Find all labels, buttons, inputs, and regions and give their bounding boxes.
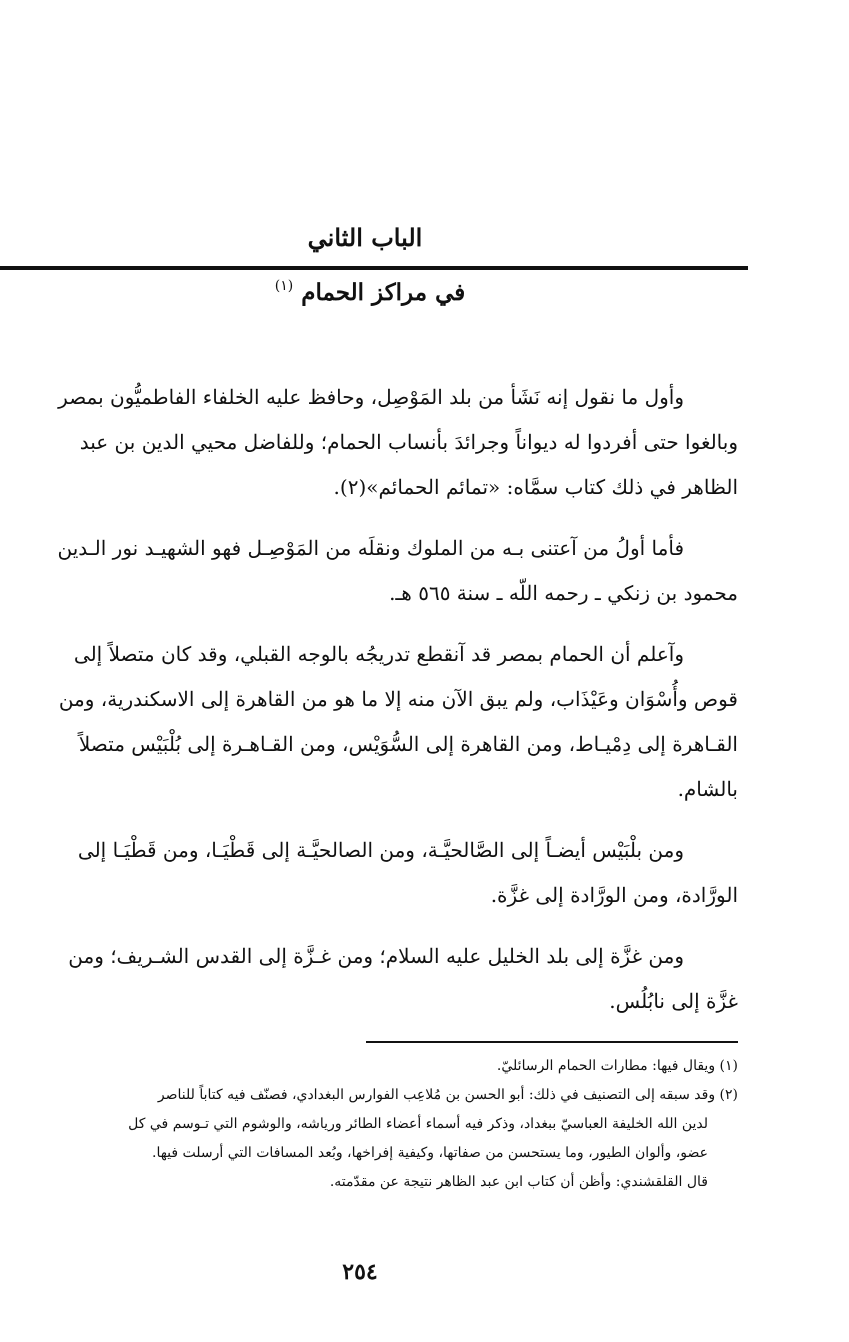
- footnote-line: قال القلقشندي: وأظن أن كتاب ابن عبد الظاهر نتيجة عن مقدّمته.: [329, 1174, 708, 1190]
- footnote-line: (٢) وقد سبقه إلى التصنيف في ذلك: أبو الحسن بن مُلاعِب الفوارس البغدادي، فصنّف فيه كتاباً للناصر: [157, 1087, 738, 1103]
- body-text: [0, 375, 738, 1040]
- footnote-1: [0, 1052, 738, 1081]
- text-line: الظاهر في ذلك كتاب سمَّاه: «تمائم الحمائم»(٢).: [333, 475, 738, 499]
- text-line: غزَّة إلى نابُلُس.: [609, 989, 738, 1013]
- paragraph-3: [0, 632, 738, 812]
- section-title: [250, 270, 490, 309]
- section-footnote-ref: (١): [274, 278, 294, 294]
- paragraph-5: [0, 934, 738, 1024]
- paragraph-4: [0, 828, 738, 918]
- text-line: فأما أولُ من آعتنى بـه من الملوك ونقلَه من المَوْصِـل فهو الشهيـد نور الـدين: [57, 536, 684, 560]
- footnote-separator: [366, 1041, 738, 1043]
- chapter-title: الباب الثاني: [307, 223, 423, 252]
- section-title-text: في مراكز الحمام: [301, 279, 466, 306]
- text-line: قوص وأُسْوَان وعَيْذَاب، ولم يبق الآن منه إلا ما هو من القاهرة إلى الاسكندرية، ومن: [58, 687, 738, 711]
- page-number: ٢٥٤: [342, 1259, 378, 1285]
- footnote-line: عضو، وألوان الطيور، وما يستحسن من صفاتها، وكيفية إفراخها، وبُعد المسافات التي أرسلت فيها.: [152, 1145, 708, 1161]
- footnote-line: (١) ويقال فيها: مطارات الحمام الرسائليّ.: [496, 1058, 738, 1074]
- text-line: وآعلم أن الحمام بمصر قد آنقطع تدريجُه بالوجه القبلي، وقد كان متصلاً إلى: [73, 642, 684, 666]
- text-line: وبالغوا حتى أفردوا له ديواناً وجرائدَ بأنساب الحمام؛ وللفاضل محيي الدين بن عبد: [79, 430, 738, 454]
- footnote-line: لدين الله الخليفة العباسيّ ببغداد، وذكر فيه أسماء أعضاء الطائر ورياشه، والوشوم التي تـوسم في كل: [128, 1116, 708, 1132]
- paragraph-1: [0, 375, 738, 510]
- text-line: القـاهرة إلى دِمْيـاط، ومن القاهرة إلى السُّوَيْس، ومن القـاهـرة إلى بُلْبَيْس متصلاً: [78, 732, 738, 756]
- text-line: الورَّادة، ومن الورَّادة إلى غزَّة.: [490, 883, 738, 907]
- paragraph-2: [0, 526, 738, 616]
- text-line: ومن بلْبَيْس أيضـاً إلى الصَّالحيَّـة، ومن الصالحيَّـة إلى قَطْيَـا، ومن قَطْيَـا إلى: [77, 838, 684, 862]
- text-line: محمود بن زنكي ـ رحمه اللّه ـ سنة ٥٦٥ هـ.: [389, 581, 738, 605]
- footnote-2: [0, 1081, 738, 1197]
- text-line: ومن غزَّة إلى بلد الخليل عليه السلام؛ ومن غـزَّة إلى القدس الشـريف؛ ومن: [68, 944, 684, 968]
- footnotes: [0, 1052, 738, 1197]
- text-line: وأول ما نقول إنه نَشَأ من بلد المَوْصِل، وحافظ عليه الخلفاء الفاطميُّون بمصر: [58, 385, 684, 409]
- text-line: بالشام.: [677, 777, 738, 801]
